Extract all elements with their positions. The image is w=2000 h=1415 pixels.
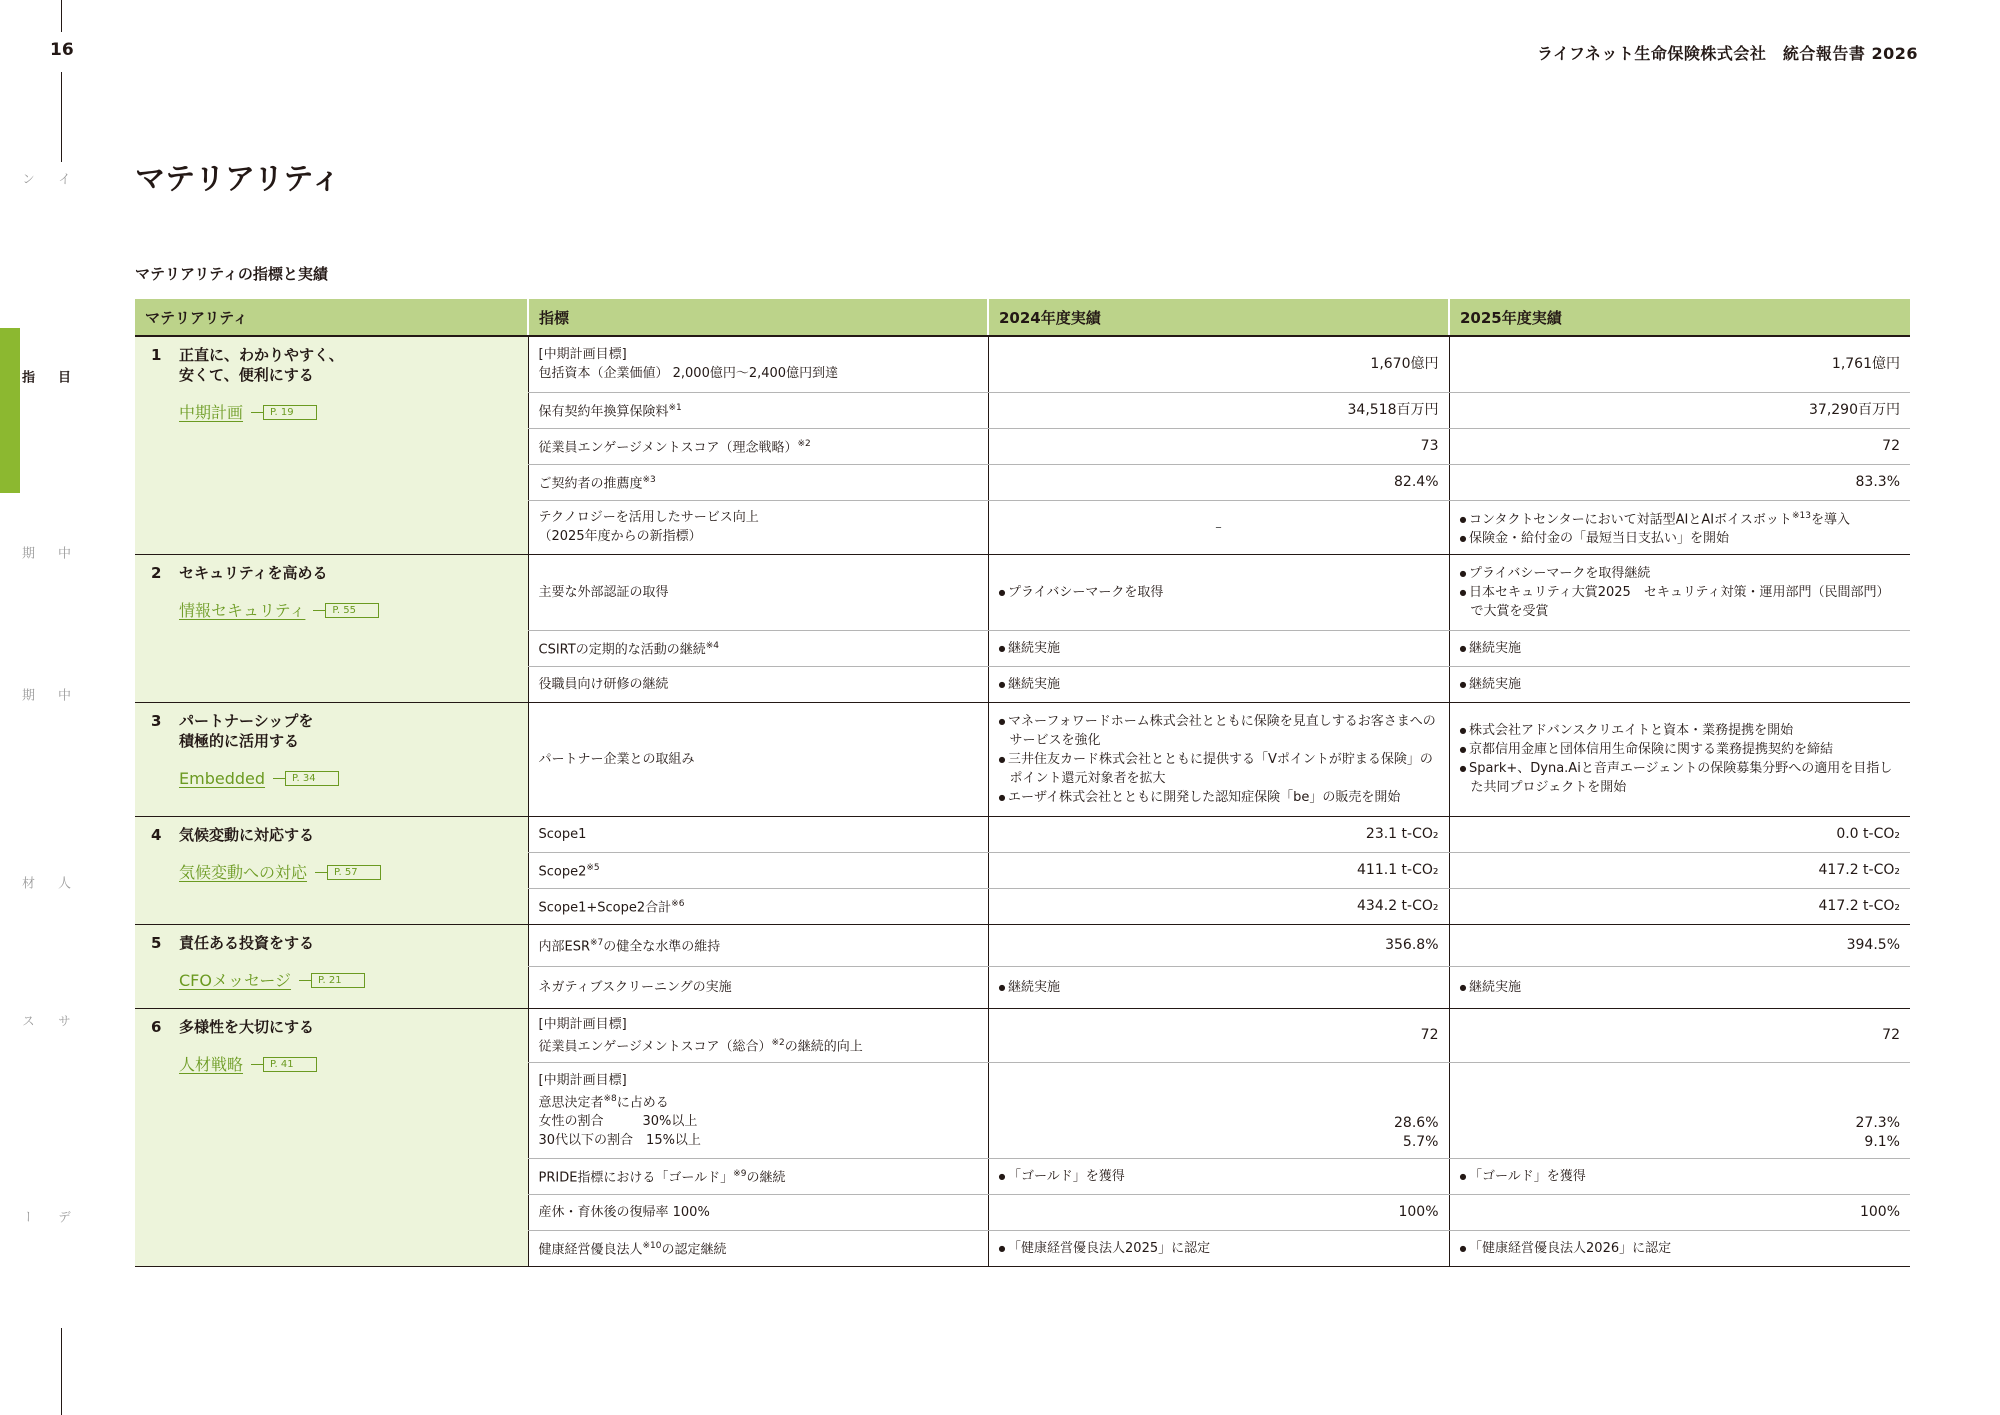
fy2025-bullets	[1449, 630, 1910, 666]
column-header-indicator: 指標	[528, 299, 988, 336]
indicator-line: 従業員エンゲージメントスコア（理念戦略）$^{※2}$	[538, 438, 811, 456]
page-ref-label: P. 41	[263, 1057, 317, 1072]
fy2025-bullets	[1449, 666, 1910, 702]
nav-item-hr-strategy[interactable]: 人材	[19, 876, 70, 891]
arrow-icon	[315, 872, 327, 873]
fy2024-bullets	[988, 1231, 1449, 1267]
fy2024-value: 1,670億円	[988, 336, 1449, 392]
materiality-number: 2	[151, 563, 162, 582]
materiality-title: 責任ある投資をする	[179, 933, 315, 952]
indicator-line: 女性の割合 30%以上	[538, 1114, 698, 1130]
indicator-cell	[528, 630, 988, 666]
fy2025-value: 417.2 t-CO₂	[1449, 888, 1910, 924]
page-reference[interactable]	[315, 865, 381, 880]
page-ref-label: P. 21	[311, 973, 365, 988]
indicator-line: Scope1+Scope2合計$^{※6}$	[538, 899, 685, 916]
indicator-line: 健康経営優良法人$^{※10}$の認定継続	[538, 1241, 727, 1258]
table-body	[135, 336, 1910, 1267]
indicator-line: ご契約者の推薦度$^{※3}$	[538, 474, 656, 492]
indicator-cell	[528, 966, 988, 1008]
materiality-title: セキュリティを高める	[179, 563, 328, 582]
bullet-list	[999, 978, 1439, 997]
fy2024-bullets	[988, 702, 1449, 816]
bullet-item: ● プライバシーマークを取得	[999, 583, 1439, 602]
fy2025-bullets	[1449, 702, 1910, 816]
fy2024-bullets	[988, 666, 1449, 702]
page-title: マテリアリティ	[135, 162, 341, 197]
result-line: 28.6%	[1394, 1115, 1439, 1132]
indicator-cell	[528, 666, 988, 702]
materiality-title: パートナーシップを 積極的に活用する	[179, 711, 314, 750]
fy2025-value: 1,761億円	[1449, 336, 1910, 392]
indicator-cell	[528, 1008, 988, 1062]
indicator-line: テクノロジーを活用したサービス向上	[538, 510, 759, 526]
indicator-cell	[528, 464, 988, 500]
fy2024-value	[988, 1063, 1449, 1159]
fy2025-value: 83.3%	[1449, 464, 1910, 500]
indicator-cell	[528, 1195, 988, 1231]
fy2024-value: 34,518百万円	[988, 392, 1449, 428]
materiality-link-row	[179, 769, 516, 788]
bullet-item: ● Spark+、Dyna.Aiと音声エージェントの保険募集分野への適用を目指した共同プロジェクトを開始	[1460, 759, 1901, 797]
indicator-line: [中期計画目標]	[538, 347, 627, 363]
nav-item-mid-term-progress[interactable]: 中期	[19, 688, 70, 703]
fy2024-value: 434.2 t-CO₂	[988, 888, 1449, 924]
indicator-cell	[528, 500, 988, 554]
indicator-cell	[528, 1159, 988, 1195]
materiality-link[interactable]: 情報セキュリティ	[179, 600, 306, 620]
bullet-item: ● 「健康経営優良法人2025」に認定	[999, 1239, 1439, 1258]
column-header-fy2025: 2025年度実績	[1449, 299, 1910, 336]
materiality-heading	[151, 563, 516, 583]
materiality-cell-6	[135, 1008, 528, 1266]
materiality-heading	[151, 825, 516, 845]
bullet-item: ● 継続実施	[1460, 675, 1901, 694]
document-title: ライフネット生命保険株式会社 統合報告書 2026	[1536, 44, 1918, 63]
materiality-cell-5	[135, 924, 528, 1008]
indicator-cell	[528, 852, 988, 888]
materiality-cell-3	[135, 702, 528, 816]
result-line: 27.3%	[1855, 1115, 1900, 1132]
arrow-icon	[273, 778, 285, 779]
fy2025-bullets	[1449, 1159, 1910, 1195]
bullet-list	[1460, 721, 1901, 797]
fy2025-bullets	[1449, 554, 1910, 630]
bullet-item: ● 「健康経営優良法人2026」に認定	[1460, 1239, 1901, 1258]
bullet-list	[1460, 507, 1901, 548]
materiality-cell-1	[135, 336, 528, 554]
bullet-list	[999, 639, 1439, 658]
side-divider-top	[61, 0, 62, 32]
bullet-list	[1460, 1239, 1901, 1258]
fy2024-value: 356.8%	[988, 924, 1449, 966]
fy2025-bullets	[1449, 966, 1910, 1008]
materiality-link-row	[179, 1055, 516, 1074]
fy2025-value: 72	[1449, 428, 1910, 464]
bullet-item: ● コンタクトセンターにおいて対話型AIとAIボイスボット$^{※13}$を導入	[1460, 507, 1901, 529]
materiality-heading	[151, 711, 516, 751]
page-reference[interactable]	[273, 771, 339, 786]
materiality-title: 正直に、わかりやすく、 安くて、便利にする	[179, 346, 344, 384]
table-header-row	[135, 299, 1910, 336]
page-reference[interactable]	[251, 1057, 317, 1072]
indicator-line: 保有契約年換算保険料$^{※1}$	[538, 402, 682, 420]
materiality-link-row	[179, 863, 516, 882]
fy2024-value: 411.1 t-CO₂	[988, 852, 1449, 888]
indicator-cell	[528, 428, 988, 464]
materiality-number: 4	[151, 825, 162, 844]
materiality-cell-4	[135, 816, 528, 924]
fy2024-value: 72	[988, 1008, 1449, 1062]
indicator-line: パートナー企業との取組み	[538, 751, 695, 767]
indicator-cell	[528, 1231, 988, 1267]
fy2024-value: –	[988, 500, 1449, 554]
indicator-cell	[528, 1063, 988, 1159]
indicator-cell	[528, 816, 988, 852]
materiality-number: 3	[151, 711, 162, 730]
nav-item-target-future[interactable]: 目指	[19, 370, 70, 385]
section-title: マテリアリティの指標と実績	[135, 265, 328, 283]
materiality-link[interactable]: CFOメッセージ	[179, 970, 292, 990]
materiality-heading	[151, 345, 516, 385]
bullet-list	[1460, 564, 1901, 621]
bullet-list	[999, 583, 1439, 602]
bullet-item: ● 京都信用金庫と団体信用生命保険に関する業務提携契約を締結	[1460, 740, 1901, 759]
bullet-list	[1460, 1167, 1901, 1186]
fy2024-bullets	[988, 630, 1449, 666]
indicator-line: CSIRTの定期的な活動の継続$^{※4}$	[538, 641, 719, 658]
fy2025-value	[1449, 1063, 1910, 1159]
table-row	[135, 924, 1910, 966]
page-ref-label: P. 57	[327, 865, 381, 880]
bullet-item: ● 継続実施	[1460, 978, 1901, 997]
bullet-item: ● 保険金・給付金の「最短当日支払い」を開始	[1460, 529, 1901, 548]
table-row	[135, 336, 1910, 392]
arrow-icon	[251, 412, 263, 413]
bullet-list	[999, 1167, 1439, 1186]
page-reference[interactable]	[299, 973, 365, 988]
result-line: 9.1%	[1864, 1134, 1900, 1151]
fy2024-bullets	[988, 1159, 1449, 1195]
indicator-cell	[528, 888, 988, 924]
bullet-item: ● 継続実施	[999, 978, 1439, 997]
fy2025-value: 37,290百万円	[1449, 392, 1910, 428]
indicator-line: 包括資本（企業価値） 2,000億円〜2,400億円到達	[538, 366, 839, 382]
bullet-item: ● エーザイ株式会社とともに開発した認知症保険「be」の販売を開始	[999, 788, 1439, 807]
bullet-item: ● 三井住友カード株式会社とともに提供する「Vポイントが貯まる保険」のポイント還元対象者を拡大	[999, 750, 1439, 788]
bullet-item: ● マネーフォワードホーム株式会社とともに保険を見直しするお客さまへのサービスを強化	[999, 712, 1439, 750]
bullet-list	[1460, 675, 1901, 694]
table-row	[135, 1008, 1910, 1062]
page-reference[interactable]	[251, 405, 317, 420]
nav-item-sustainability[interactable]: サス	[19, 1014, 70, 1029]
indicator-line: [中期計画目標]	[538, 1016, 627, 1032]
materiality-link[interactable]: 中期計画	[179, 403, 244, 422]
materiality-title: 気候変動に対応する	[179, 825, 315, 844]
fy2024-value: 73	[988, 428, 1449, 464]
page-ref-label: P. 34	[285, 771, 339, 786]
fy2024-bullets	[988, 554, 1449, 630]
bullet-list	[999, 712, 1439, 807]
table-row	[135, 816, 1910, 852]
arrow-icon	[313, 610, 325, 611]
bullet-item: ● 「ゴールド」を獲得	[1460, 1167, 1901, 1186]
materiality-link[interactable]: Embedded	[179, 768, 266, 788]
indicator-line: （2025年度からの新指標）	[538, 529, 702, 545]
page-ref-label: P. 19	[263, 405, 317, 420]
fy2025-value: 417.2 t-CO₂	[1449, 852, 1910, 888]
page-number: 16	[50, 40, 74, 60]
indicator-line: 内部ESR$^{※7}$の健全な水準の維持	[538, 938, 721, 955]
materiality-link-row	[179, 971, 516, 990]
indicator-line: 役職員向け研修の継続	[538, 676, 669, 692]
result-line: 5.7%	[1402, 1134, 1439, 1151]
indicator-line: 従業員エンゲージメントスコア（総合）$^{※2}$の継続的向上	[538, 1037, 863, 1055]
table-row	[135, 554, 1910, 630]
materiality-link-row	[179, 601, 516, 620]
indicator-line: 主要な外部認証の取得	[538, 584, 669, 600]
materiality-number: 6	[151, 1017, 162, 1036]
indicator-line: [中期計画目標]	[538, 1072, 627, 1088]
arrow-icon	[251, 1064, 263, 1065]
page-reference[interactable]	[313, 603, 379, 618]
materiality-title: 多様性を大切にする	[179, 1017, 315, 1036]
indicator-line: Scope2$^{※5}$	[538, 863, 600, 880]
arrow-icon	[299, 980, 311, 981]
materiality-heading	[151, 933, 516, 953]
fy2024-value: 23.1 t-CO₂	[988, 816, 1449, 852]
fy2024-bullets	[988, 966, 1449, 1008]
bullet-list	[999, 675, 1439, 694]
fy2025-value: 100%	[1449, 1195, 1910, 1231]
bullet-list	[1460, 978, 1901, 997]
fy2025-bullets	[1449, 1231, 1910, 1267]
side-divider-upper	[61, 72, 62, 162]
indicator-line: PRIDE指標における「ゴールド」$^{※9}$の継続	[538, 1169, 786, 1186]
bullet-list	[1460, 639, 1901, 658]
materiality-link-row	[179, 403, 516, 422]
indicator-line: 産休・育休後の復帰率 100%	[538, 1205, 710, 1221]
indicator-cell	[528, 702, 988, 816]
nav-item-mid-term-plan[interactable]: 中期	[19, 546, 70, 561]
fy2025-value: 72	[1449, 1008, 1910, 1062]
bullet-item: ● 継続実施	[1460, 639, 1901, 658]
nav-item-introduction[interactable]: イン	[19, 172, 70, 187]
side-divider-bottom	[61, 1328, 62, 1415]
fy2025-value: 0.0 t-CO₂	[1449, 816, 1910, 852]
column-header-fy2024: 2024年度実績	[988, 299, 1449, 336]
indicator-line: 30代以下の割合 15%以上	[538, 1133, 701, 1149]
materiality-number: 1	[151, 346, 162, 364]
materiality-link[interactable]: 気候変動への対応	[179, 862, 308, 882]
bullet-item: ● 日本セキュリティ大賞2025 セキュリティ対策・運用部門（民間部門）で大賞を受賞	[1460, 583, 1901, 621]
fy2025-bullets	[1449, 500, 1910, 554]
indicator-line: Scope1	[538, 826, 587, 842]
materiality-cell-2	[135, 554, 528, 702]
nav-item-data[interactable]: デー	[19, 1210, 70, 1225]
fy2025-value: 394.5%	[1449, 924, 1910, 966]
indicator-cell	[528, 336, 988, 392]
materiality-link[interactable]: 人材戦略	[179, 1054, 244, 1074]
bullet-item: ● 株式会社アドバンスクリエイトと資本・業務提携を開始	[1460, 721, 1901, 740]
indicator-cell	[528, 924, 988, 966]
bullet-item: ● 「ゴールド」を獲得	[999, 1167, 1439, 1186]
indicator-line: ネガティブスクリーニングの実施	[538, 979, 732, 995]
bullet-item: ● プライバシーマークを取得継続	[1460, 564, 1901, 583]
bullet-list	[999, 1239, 1439, 1258]
table-row	[135, 702, 1910, 816]
bullet-item: ● 継続実施	[999, 675, 1439, 694]
bullet-item: ● 継続実施	[999, 639, 1439, 658]
indicator-cell	[528, 392, 988, 428]
materiality-number: 5	[151, 933, 162, 952]
column-header-materiality: マテリアリティ	[135, 299, 528, 336]
materiality-table	[135, 299, 1910, 1267]
active-section-indicator	[0, 328, 20, 493]
fy2024-value: 82.4%	[988, 464, 1449, 500]
indicator-line: 意思決定者$^{※8}$に占める	[538, 1093, 669, 1111]
page-ref-label: P. 55	[325, 603, 379, 618]
materiality-heading	[151, 1017, 516, 1037]
fy2024-value: 100%	[988, 1195, 1449, 1231]
indicator-cell	[528, 554, 988, 630]
